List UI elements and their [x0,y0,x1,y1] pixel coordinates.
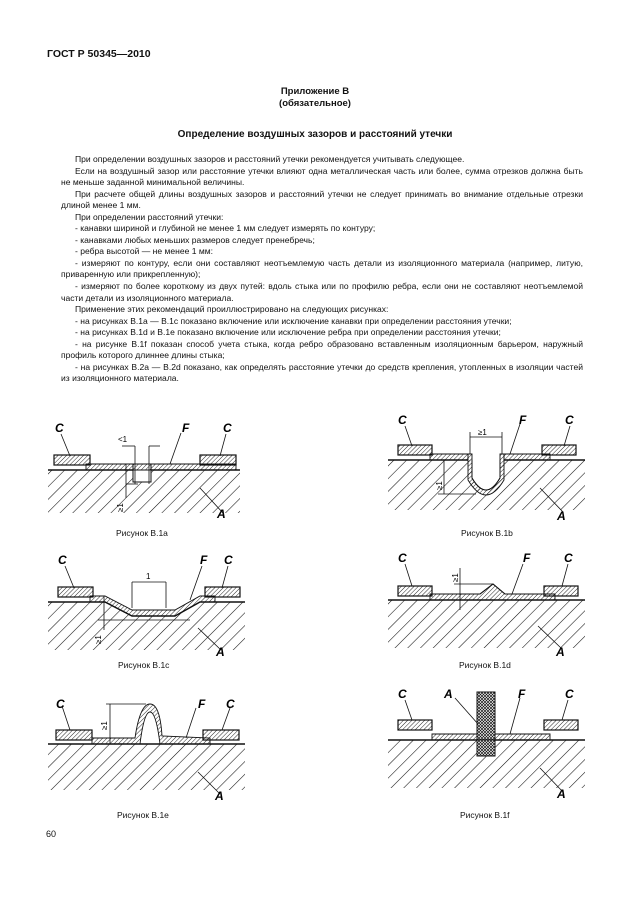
figure-caption: Рисунок В.1b [461,528,513,538]
paragraph: При расчете общей длины воздушных зазоров и расстояний утечки не следует принимать во внимание отдельные отрезки длиной менее 1 мм. [61,188,583,211]
body-text [61,154,583,385]
label-c: C [58,553,67,567]
dim-ge1-vertical: ≥1 [451,573,460,582]
figure-caption: Рисунок В.1а [116,528,168,538]
label-c: C [226,697,235,711]
dim-ge1-vertical: ≥1 [94,635,103,644]
list-item: - на рисунках В.1а — В.1с показано включение или исключение канавки при определении расстояния утечки; [75,315,512,326]
section-title: Определение воздушных зазоров и расстояний утечки [177,129,453,140]
label-f: F [523,551,531,565]
label-c: C [398,551,407,565]
appendix-title: Приложение В [280,86,350,97]
figure-caption: Рисунок В.1d [459,660,511,670]
list-item: - на рисунках В.1d и В.1е показано включение или исключение ребра при определении расстояния утечки; [75,327,501,338]
figure-b1a [40,418,250,523]
figure-b1b [380,410,595,525]
list-item: - на рисунках В.2а — В.2d показано, как определять расстояние утечки до средств крепления, утопленных в изоляции частей из изоляционного материала. [61,361,583,384]
label-c: C [224,553,233,567]
paragraph: Если на воздушный зазор или расстояние утечки влияют одна металлическая часть или более, сумма отрезков должна быть не меньше заданной минимальной величины. [61,165,583,188]
label-a: A [217,507,226,521]
label-f: F [519,413,527,427]
list-item: - ребра высотой — не менее 1 мм: [75,246,214,257]
label-f: F [182,421,190,435]
label-a: A [556,645,565,659]
label-f: F [198,697,206,711]
figure-b1f [380,684,595,806]
dim-ge1: ≥1 [478,428,487,437]
label-a: A [444,687,453,701]
label-a: A [557,787,566,801]
label-c: C [565,413,574,427]
dim-one: 1 [146,572,151,581]
dim-ge1-vertical: ≥1 [116,503,125,512]
paragraph: При определении воздушных зазоров и расстояний утечки рекомендуется учитывать следующее. [75,154,465,164]
label-f: F [200,553,208,567]
label-c: C [56,697,65,711]
label-a: A [216,645,225,659]
list-item: - измеряют по контуру, если они составляют неотъемлемую часть детали из изоляционного материала (например, литую, приваренную или прикрепленную); [61,257,583,280]
figure-b1d-drawing [380,548,595,660]
label-a: A [215,789,224,803]
label-c: C [398,687,407,701]
figure-caption: Рисунок В.1е [117,810,169,820]
figure-caption: Рисунок В.1с [118,660,170,670]
label-f: F [518,687,526,701]
figure-b1a-drawing [40,418,250,523]
label-c: C [223,421,232,435]
figure-b1c-drawing [40,550,255,660]
figure-b1d [380,548,595,660]
document-code: ГОСТ Р 50345—2010 [47,48,151,60]
label-c: C [565,687,574,701]
figure-b1f-drawing [380,684,595,806]
label-c: C [398,413,407,427]
dim-ge1-vertical: ≥1 [435,481,444,490]
paragraph: Применение этих рекомендаций проиллюстрировано на следующих рисунках: [75,304,389,315]
figure-caption: Рисунок В.1f [460,810,510,820]
list-item: - на рисунке В.1f показан способ учета стыка, когда ребро образовано вставленным изоляционным барьером, наружный профиль которого длиннее длины стыка; [61,338,583,361]
appendix-status: (обязательное) [279,98,351,109]
figure-b1e-drawing [40,686,255,806]
figure-b1b-drawing [380,410,595,525]
paragraph: При определении расстояний утечки: [75,211,224,222]
page-number: 60 [46,829,57,839]
list-item: - канавки шириной и глубиной не менее 1 мм следует измерять по контуру; [75,223,376,234]
label-a: A [557,509,566,523]
label-c: C [55,421,64,435]
dim-lt1: <1 [118,435,128,444]
figure-b1c [40,550,255,660]
dim-ge1-vertical: ≥1 [100,721,109,730]
list-item: - измеряют по более короткому из двух путей: вдоль стыка или по профилю ребра, если они не составляют неотъемлемой части детали из изоляционного материала. [61,281,583,303]
label-c: C [564,551,573,565]
figure-b1e [40,686,255,806]
list-item: - канавками любых меньших размеров следует пренебречь; [75,234,315,245]
